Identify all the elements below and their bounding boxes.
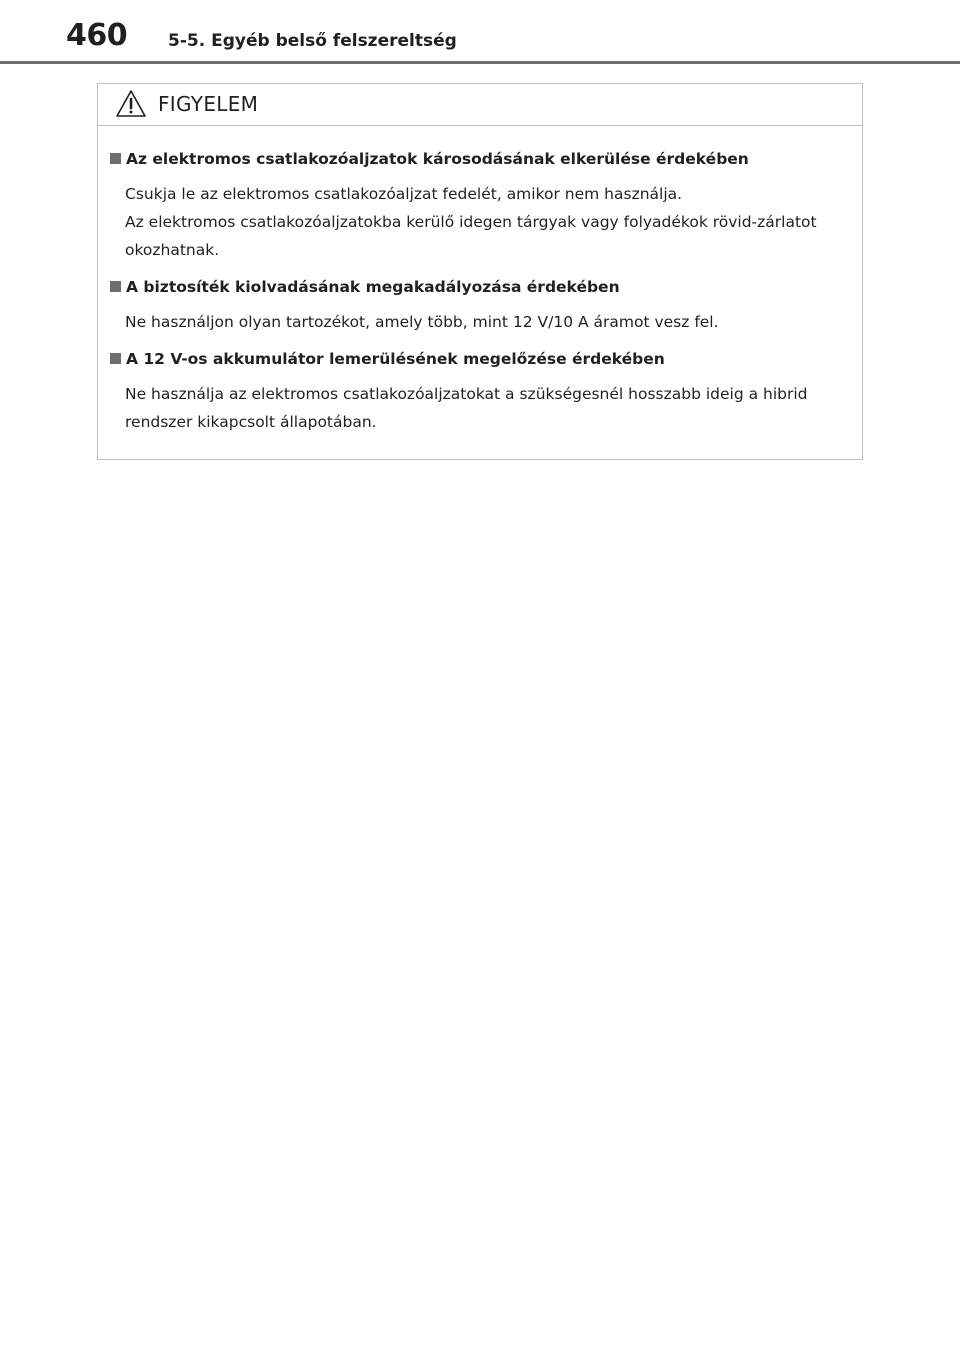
square-bullet-icon <box>110 353 121 364</box>
warning-item <box>110 276 848 336</box>
item-heading <box>110 348 848 370</box>
item-text <box>110 180 848 264</box>
item-paragraph: Ne használja az elektromos csatlakozóaljzatokat a szükségesnél hosszabb ideig a hibrid rendszer kikapcsolt állapotában. <box>125 385 808 431</box>
item-paragraph: Az elektromos csatlakozóaljzatokba kerülő idegen tárgyak vagy folyadékok rövid-zárlatot okozhatnak. <box>125 213 817 259</box>
warning-item <box>110 148 848 264</box>
item-heading-text: A biztosíték kiolvadásának megakadályozása érdekében <box>126 278 620 296</box>
warning-triangle-icon <box>115 89 147 118</box>
item-text <box>110 380 848 436</box>
warning-body <box>98 126 862 436</box>
square-bullet-icon <box>110 281 121 292</box>
warning-item <box>110 348 848 436</box>
item-heading <box>110 276 848 298</box>
square-bullet-icon <box>110 153 121 164</box>
item-heading-text: A 12 V-os akkumulátor lemerülésének megelőzése érdekében <box>126 350 665 368</box>
item-heading-text: Az elektromos csatlakozóaljzatok károsodásának elkerülése érdekében <box>126 150 749 168</box>
page-number: 460 <box>66 18 128 53</box>
warning-title: FIGYELEM <box>158 92 259 116</box>
section-title: 5-5. Egyéb belső felszereltség <box>168 31 457 51</box>
item-paragraph: Ne használjon olyan tartozékot, amely több, mint 12 V/10 A áramot vesz fel. <box>125 313 719 331</box>
item-heading <box>110 148 848 170</box>
warning-header <box>98 84 862 126</box>
item-text <box>110 308 848 336</box>
warning-box <box>97 83 863 460</box>
item-paragraph: Csukja le az elektromos csatlakozóaljzat fedelét, amikor nem használja. <box>125 185 683 203</box>
page-header <box>0 0 960 64</box>
